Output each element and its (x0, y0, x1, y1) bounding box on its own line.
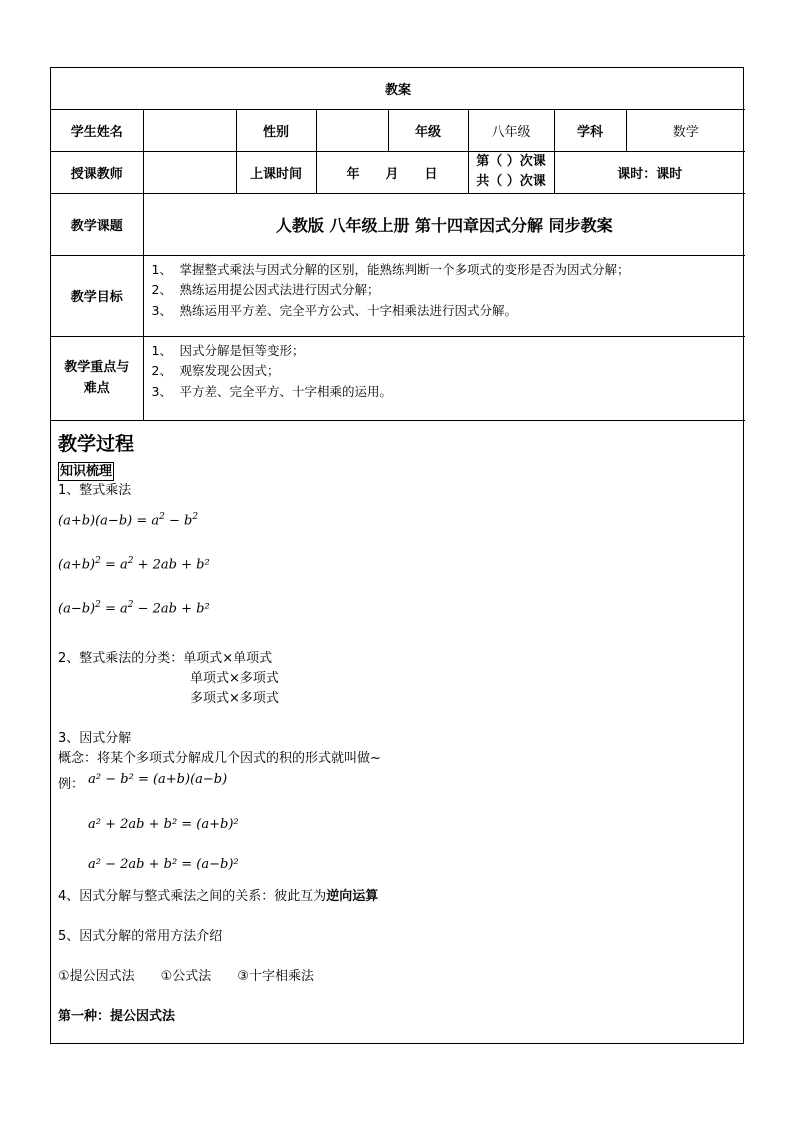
item-2: 2、整式乘法的分类：单项式×单项式 (58, 651, 273, 667)
goal-item: 1、 掌握整式乘法与因式分解的区别，能熟练判断一个多项式的变形是否为因式分解； (151, 261, 630, 277)
concept-text: 概念：将某个多项式分解成几个因式的积的形式就叫做~ (58, 751, 381, 767)
example-formula-1: a² − b² = (a+b)(a−b) (88, 772, 228, 788)
doc-title: 教案 (51, 68, 745, 109)
subject-value: 数学 (626, 109, 745, 151)
session-number: 第（ ）次课 (476, 154, 546, 169)
grade-value: 八年级 (468, 109, 554, 151)
session-total: 共（ ）次课 (476, 174, 546, 189)
goal-item: 2、 熟练运用提公因式法进行因式分解； (151, 282, 380, 297)
key-point-item: 1、 因式分解是恒等变形； (151, 342, 305, 358)
teaching-process (51, 421, 743, 1028)
example-formula-2: a² + 2ab + b² = (a+b)² (88, 817, 239, 833)
lesson-info-table (51, 68, 745, 421)
goals-list (143, 255, 745, 336)
student-name-label: 学生姓名 (51, 109, 143, 151)
method-1-title: 第一种：提公因式法 (58, 1009, 176, 1025)
item-1: 1、整式乘法 (58, 482, 132, 498)
class-date-field[interactable]: 年 月 日 (316, 151, 468, 193)
gender-label: 性别 (236, 109, 316, 151)
methods-list: ①提公因式法 ①公式法 ③十字相乘法 (58, 969, 314, 985)
teacher-field[interactable] (143, 151, 236, 193)
formula-1: $(a+b)(a-b) = a^2 - b^2$ (58, 511, 199, 528)
formula-2: $(a+b)^2 = a^2 + 2ab + b^2$ (58, 555, 210, 573)
gender-field[interactable] (316, 109, 388, 151)
grade-label: 年级 (388, 109, 468, 151)
item-3: 3、因式分解 (58, 731, 132, 747)
key-point-item: 3、 平方差、完全平方、十字相乘的运用。 (151, 383, 393, 399)
formula-3: $(a-b)^2 = a^2 - 2ab + b^2$ (58, 600, 210, 617)
key-points-list (143, 336, 745, 420)
goal-item: 3、 熟练运用平方差、完全平方公式、十字相乘法进行因式分解。 (151, 302, 518, 318)
item-4: 4、因式分解与整式乘法之间的关系：彼此互为逆向运算 (58, 889, 379, 905)
goals-label: 教学目标 (51, 255, 143, 336)
example-label: 例： (58, 777, 85, 793)
class-time-label: 上课时间 (236, 151, 316, 193)
item-2-line-3: 多项式×多项式 (190, 691, 279, 707)
key-point-item: 2、 观察发现公因式； (151, 363, 280, 378)
section-label: 知识梳理 (60, 463, 113, 479)
process-title: 教学过程 (58, 432, 135, 455)
topic-label: 教学课题 (51, 193, 143, 255)
student-name-field[interactable] (143, 109, 236, 151)
lesson-plan-sheet (50, 67, 744, 1044)
key-points-label: 教学重点与 难点 (51, 336, 143, 420)
subject-label: 学科 (554, 109, 626, 151)
item-2-line-2: 单项式×多项式 (190, 671, 279, 687)
lesson-topic: 人教版 八年级上册 第十四章因式分解 同步教案 (143, 193, 745, 255)
class-period: 课时：课时 (554, 151, 745, 193)
session-count (468, 151, 554, 193)
item-5: 5、因式分解的常用方法介绍 (58, 929, 223, 945)
example-formula-3: a² − 2ab + b² = (a−b)² (88, 857, 239, 873)
teacher-label: 授课教师 (51, 151, 143, 193)
